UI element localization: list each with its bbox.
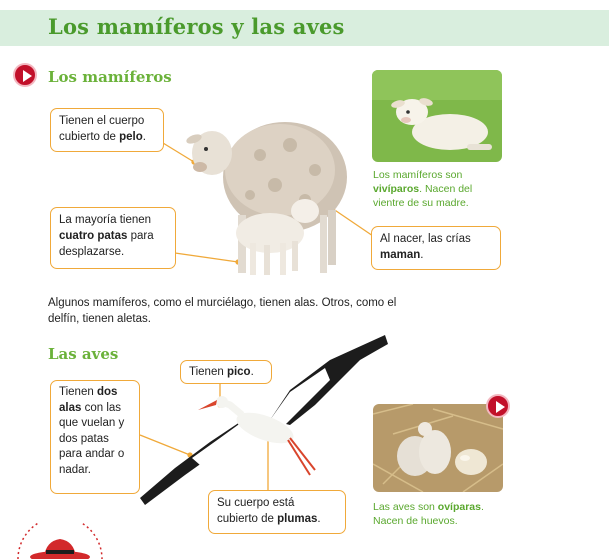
mammals-caption-text: Los mamíferos son <box>373 169 463 181</box>
callout-nurse-bold: maman <box>380 249 421 261</box>
birds-caption <box>373 500 503 528</box>
callout-wings-bold: dos alas <box>59 386 118 414</box>
callout-legs-end: para desplazarse. <box>59 230 154 258</box>
play-icon[interactable] <box>486 394 510 418</box>
section-title-mammals: Los mamíferos <box>48 68 172 86</box>
play-icon[interactable] <box>13 63 37 87</box>
birds-caption-bold: ovíparas <box>437 501 481 513</box>
callout-wings-end: con las que vuelan y dos patas para andar o nadar. <box>59 401 125 476</box>
callout-beak <box>180 360 272 384</box>
callout-hair-bold: pelo <box>119 131 143 143</box>
callout-beak-bold: pico <box>226 366 251 378</box>
mammals-caption-bold: vivíparos <box>373 183 420 195</box>
callout-nurse-end: . <box>420 249 424 261</box>
mammals-caption <box>373 168 503 210</box>
callout-nurse <box>371 226 501 270</box>
section-title-birds: Las aves <box>48 345 119 363</box>
mammals-paragraph: Algunos mamíferos, como el murciélago, tienen alas. Otros, como el delfín, tienen aletas. <box>48 297 397 325</box>
callout-feathers-end: . <box>317 513 321 525</box>
callout-legs <box>50 207 176 269</box>
lamb-photo <box>372 70 502 162</box>
callout-wings <box>50 380 140 494</box>
callout-wings-text: Tienen <box>59 386 97 398</box>
callout-hair-end: . <box>142 131 146 143</box>
callout-beak-end: . <box>250 366 254 378</box>
callout-feathers-bold: plumas <box>277 513 318 525</box>
birds-caption-text: Las aves son <box>373 501 438 513</box>
callout-beak-text: Tienen <box>189 366 227 378</box>
callout-legs-bold: cuatro patas <box>59 230 128 242</box>
mammals-caption-end: . Nacen del vientre de su madre. <box>373 183 473 209</box>
sheep-illustration <box>180 115 355 285</box>
birds-caption-end: . Nacen de huevos. <box>373 501 484 527</box>
page-title: Los mamíferos y las aves <box>48 14 345 39</box>
callout-hair-text: Tienen el cuerpo cubierto de <box>59 115 145 143</box>
callout-feathers-text: Su cuerpo está cubierto de <box>217 497 295 525</box>
callout-hair <box>50 108 164 152</box>
callout-legs-text: La mayoría tienen <box>59 214 152 226</box>
explorer-hat-icon <box>10 523 110 559</box>
nest-photo <box>373 404 503 492</box>
callout-nurse-text: Al nacer, las crías <box>380 233 471 245</box>
callout-feathers <box>208 490 346 534</box>
